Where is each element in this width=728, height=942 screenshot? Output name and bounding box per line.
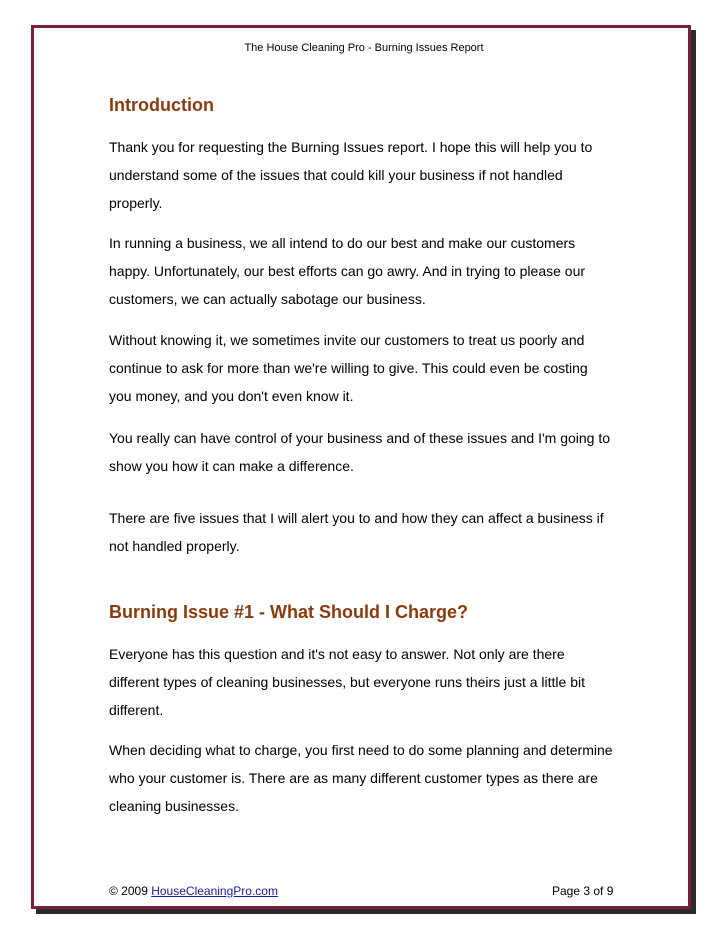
page-number: Page 3 of 9: [552, 884, 614, 898]
paragraph: There are five issues that I will alert you to and how they can affect a business if not handled properly.: [109, 510, 604, 554]
footer: [109, 884, 278, 898]
footer-link[interactable]: HouseCleaningPro.com: [151, 884, 278, 898]
section-heading-burning-issue-1: Burning Issue #1 - What Should I Charge?: [109, 602, 469, 622]
header-title: The House Cleaning Pro - Burning Issues Report: [244, 42, 484, 54]
paragraph: Without knowing it, we sometimes invite our customers to treat us poorly and continue to ask for more than we're willing to give. This could even be costing you money, and you don't even know it.: [109, 332, 588, 404]
section-heading-introduction: Introduction: [109, 95, 214, 115]
paragraph: Everyone has this question and it's not easy to answer. Not only are there different types of cleaning businesses, but everyone runs theirs just a little bit different.: [109, 646, 586, 718]
footer-copyright: © 2009: [109, 884, 152, 898]
paragraph: Thank you for requesting the Burning Issues report. I hope this will help you to understand some of the issues that could kill your business if not handled properly.: [109, 139, 593, 211]
paragraph: You really can have control of your business and of these issues and I'm going to show you how it can make a difference.: [109, 430, 611, 474]
paragraph: When deciding what to charge, you first need to do some planning and determine who your customer is. There are as many different customer types as there are cleaning businesses.: [109, 742, 613, 814]
paragraph: In running a business, we all intend to do our best and make our customers happy. Unfortunately, our best efforts can go awry. And in trying to please our customers, we can actually sabotage our business.: [109, 235, 586, 307]
